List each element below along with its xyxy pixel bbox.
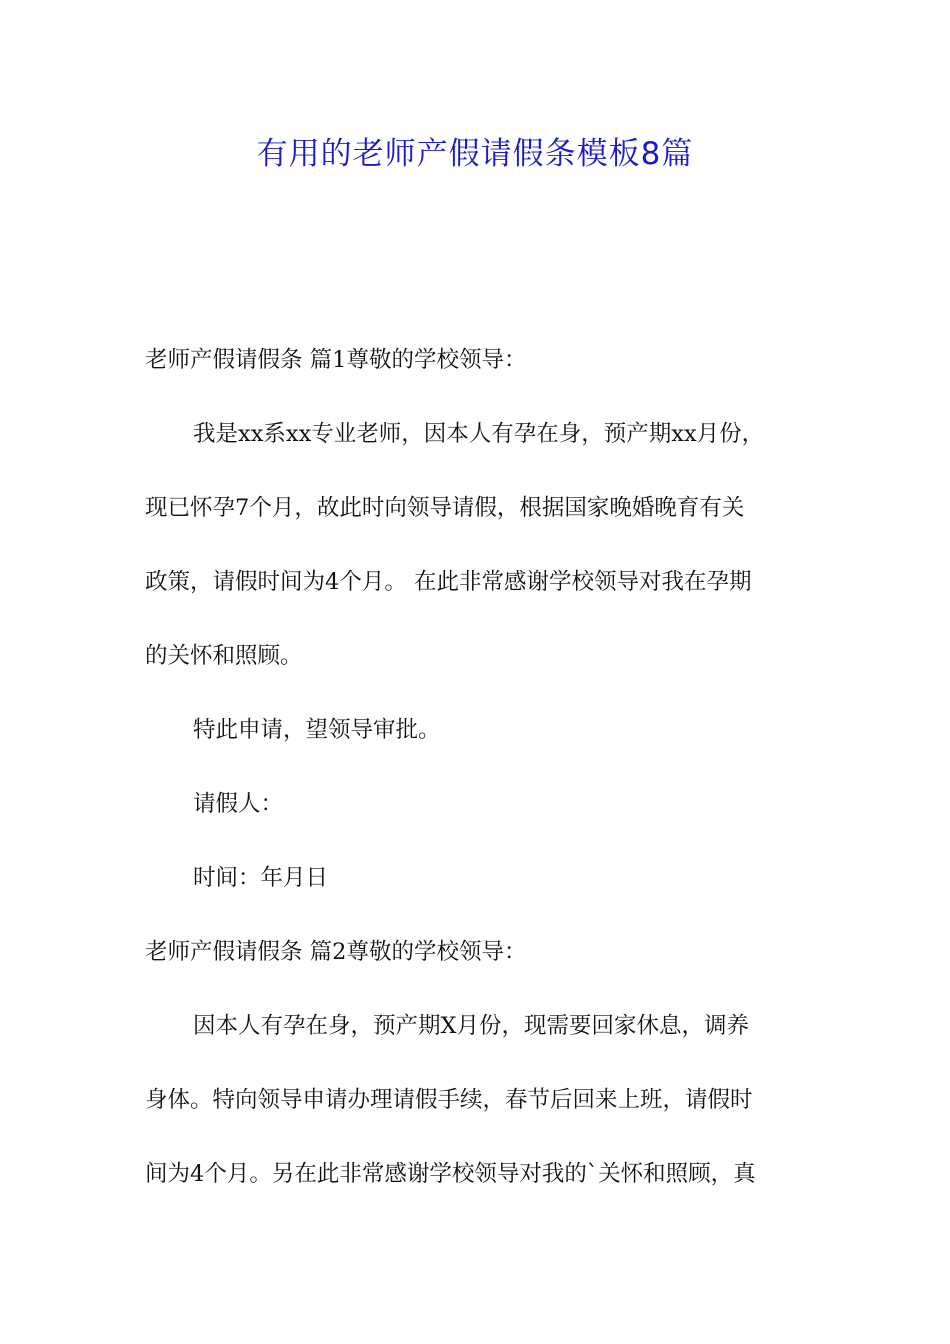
request-line: 特此申请，望领导审批。 bbox=[193, 717, 441, 743]
applicant-line: 请假人： bbox=[193, 791, 284, 817]
body-line: 身体。特向领导申请办理请假手续，春节后回来上班，请假时 bbox=[145, 1087, 753, 1113]
document-title: 有用的老师产假请假条模板8篇 bbox=[256, 136, 694, 172]
date-line: 时间：年月日 bbox=[193, 865, 329, 891]
section-heading-1: 老师产假请假条 篇1尊敬的学校领导： bbox=[145, 347, 527, 373]
body-line: 我是xx系xx专业老师，因本人有孕在身，预产期xx月份， bbox=[193, 421, 765, 447]
body-line: 间为4个月。另在此非常感谢学校领导对我的`关怀和照顾，真 bbox=[145, 1161, 756, 1187]
body-line: 政策，请假时间为4个月。 在此非常感谢学校领导对我在孕期 bbox=[145, 569, 752, 595]
body-line: 现已怀孕7个月，故此时向领导请假，根据国家晚婚晚育有关 bbox=[145, 495, 745, 521]
body-line: 因本人有孕在身，预产期X月份，现需要回家休息，调养 bbox=[193, 1013, 750, 1039]
body-line: 的关怀和照顾。 bbox=[145, 643, 303, 669]
section-heading-2: 老师产假请假条 篇2尊敬的学校领导： bbox=[145, 939, 527, 965]
